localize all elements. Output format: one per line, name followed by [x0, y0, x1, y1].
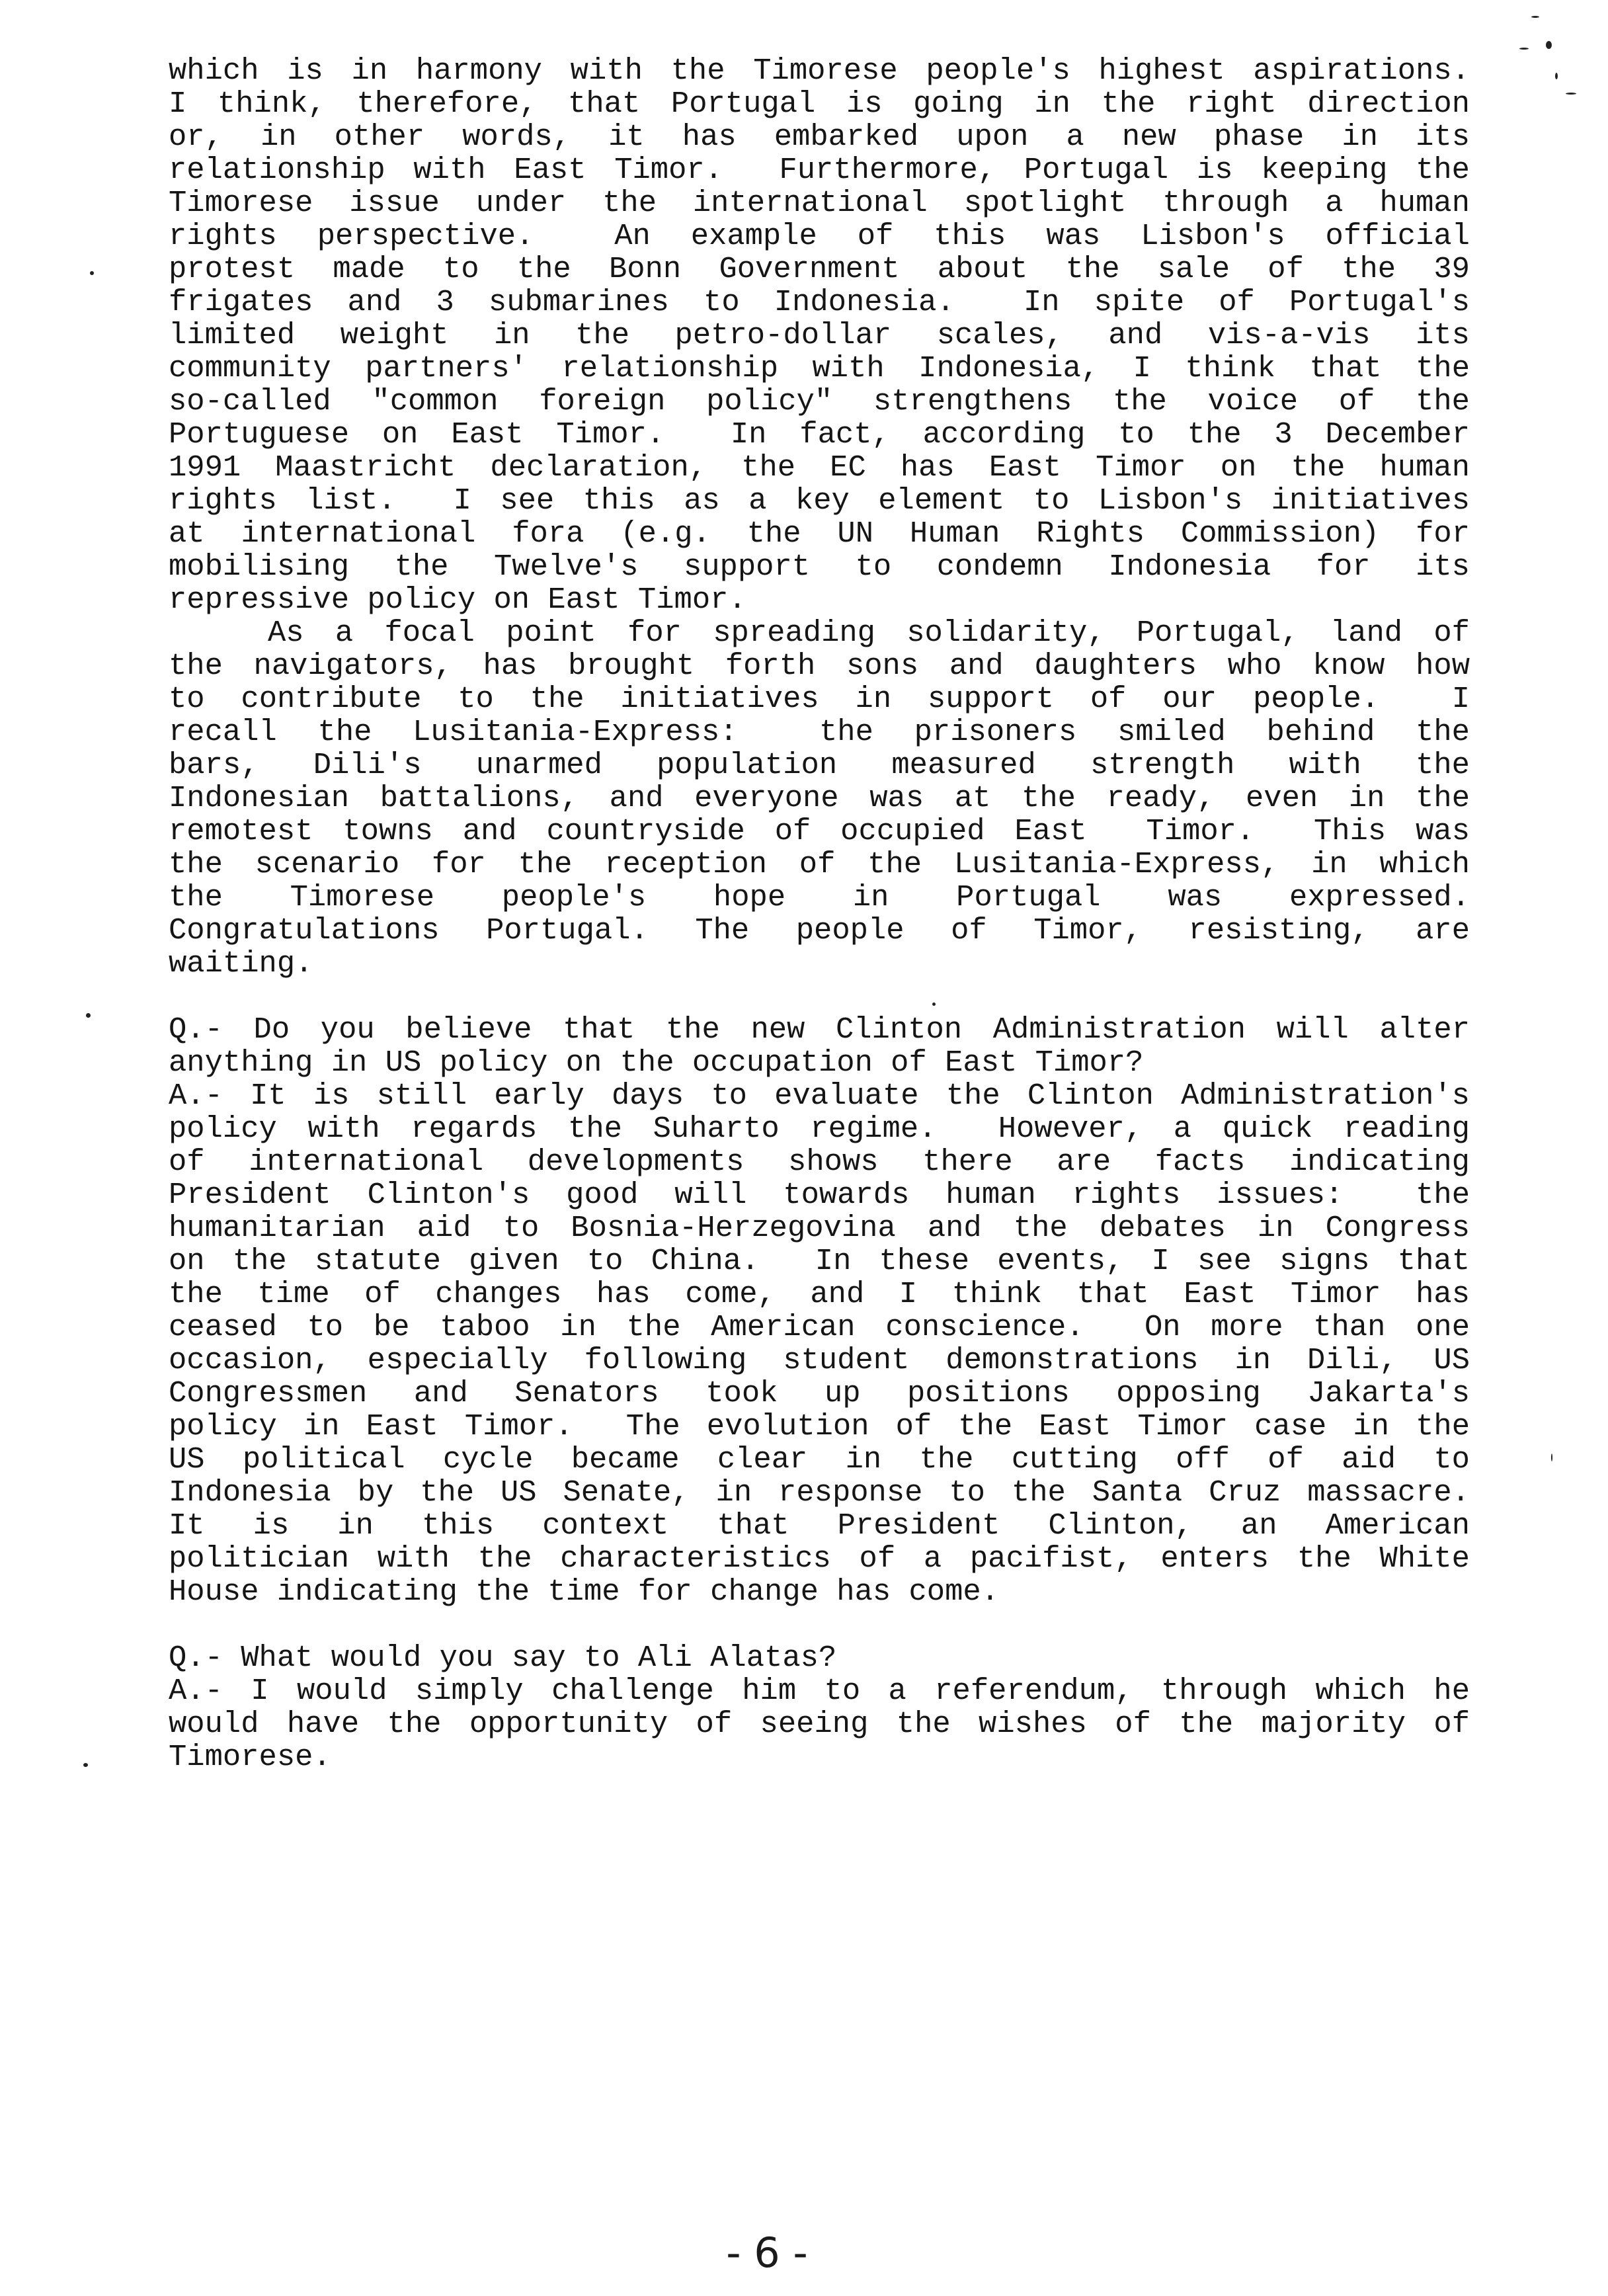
scan-speck [90, 271, 94, 275]
question-line: Q.- Do you believe that the new Clinton Administration will alter [169, 1012, 1470, 1047]
text-line: relationship with East Timor. Furthermore, Portugal is keeping the [169, 153, 1470, 187]
answer-line: US political cycle became clear in the cutting off of aid to [169, 1442, 1470, 1477]
text-line: to contribute to the initiatives in support of our people. I [169, 682, 1470, 716]
scan-speck [1519, 48, 1529, 50]
paragraph-2 [169, 616, 1470, 980]
scan-speck [1555, 73, 1558, 79]
text-line: which is in harmony with the Timorese people's highest aspirations. [169, 54, 1470, 88]
answer-line: Timorese. [169, 1740, 331, 1774]
text-line: the Timorese people's hope in Portugal was expressed. [169, 880, 1470, 915]
text-line: As a focal point for spreading solidarity, Portugal, land of [268, 616, 1470, 650]
scan-speck [932, 1003, 936, 1006]
text-line: the scenario for the reception of the Lusitania-Express, in which [169, 847, 1470, 882]
answer-line: politician with the characteristics of a pacifist, enters the White [169, 1541, 1470, 1576]
answer-line: Indonesia by the US Senate, in response to the Santa Cruz massacre. [169, 1475, 1470, 1510]
answer-line: policy in East Timor. The evolution of the East Timor case in the [169, 1409, 1470, 1444]
text-line: 1991 Maastricht declaration, the EC has East Timor on the human [169, 450, 1470, 485]
text-column [169, 54, 1470, 1774]
text-line: rights perspective. An example of this was Lisbon's official [169, 219, 1470, 253]
question-answer-1 [169, 1013, 1470, 1608]
scan-speck [86, 1013, 91, 1018]
text-line: Indonesian battalions, and everyone was at the ready, even in the [169, 781, 1470, 815]
answer-line: occasion, especially following student demonstrations in Dili, US [169, 1343, 1470, 1377]
text-line: I think, therefore, that Portugal is going in the right direction [169, 87, 1470, 121]
paragraph-gap [169, 980, 1470, 1013]
text-line: protest made to the Bonn Government about the sale of the 39 [169, 252, 1470, 286]
answer-line: Congressmen and Senators took up positions opposing Jakarta's [169, 1376, 1470, 1411]
text-line: community partners' relationship with Indonesia, I think that the [169, 351, 1470, 386]
text-line: Timorese issue under the international spotlight through a human [169, 186, 1470, 220]
answer-line: humanitarian aid to Bosnia-Herzegovina and the debates in Congress [169, 1211, 1470, 1245]
answer-line: policy with regards the Suharto regime. However, a quick reading [169, 1112, 1470, 1146]
text-line: Congratulations Portugal. The people of Timor, resisting, are [169, 913, 1470, 948]
answer-line: on the statute given to China. In these events, I see signs that [169, 1244, 1470, 1278]
text-line: remotest towns and countryside of occupied East Timor. This was [169, 814, 1470, 848]
text-line: repressive policy on East Timor. [169, 583, 746, 617]
answer-line: A.- I would simply challenge him to a referendum, through which he [169, 1674, 1470, 1708]
answer-line: President Clinton's good will towards human rights issues: the [169, 1178, 1470, 1212]
page-number: - 6 - [726, 2229, 808, 2277]
paragraph-gap [169, 1608, 1470, 1641]
text-line: waiting. [169, 946, 313, 981]
question-answer-2 [169, 1641, 1470, 1774]
text-line: the navigators, has brought forth sons and daughters who know how [169, 649, 1470, 683]
scan-speck [1546, 41, 1552, 49]
text-line: at international fora (e.g. the UN Human Rights Commission) for [169, 516, 1470, 551]
answer-line: It is in this context that President Clinton, an American [169, 1508, 1470, 1543]
text-line: frigates and 3 submarines to Indonesia. In spite of Portugal's [169, 285, 1470, 319]
scan-speck [83, 1763, 88, 1767]
answer-line: ceased to be taboo in the American conscience. On more than one [169, 1310, 1470, 1344]
text-line: mobilising the Twelve's support to condemn Indonesia for its [169, 550, 1470, 584]
answer-line: the time of changes has come, and I think that East Timor has [169, 1277, 1470, 1311]
answer-line: A.- It is still early days to evaluate the Clinton Administration's [169, 1079, 1470, 1113]
text-line: Portuguese on East Timor. In fact, according to the 3 December [169, 417, 1470, 452]
text-line: recall the Lusitania-Express: the prisoners smiled behind the [169, 715, 1470, 749]
scan-speck [1531, 16, 1539, 18]
text-line: bars, Dili's unarmed population measured strength with the [169, 748, 1470, 782]
answer-line: of international developments shows there are facts indicating [169, 1145, 1470, 1179]
question-line: anything in US policy on the occupation of East Timor? [169, 1046, 1144, 1080]
scan-speck [1551, 1454, 1552, 1461]
text-line: so-called "common foreign policy" strengthens the voice of the [169, 384, 1470, 419]
text-line: rights list. I see this as a key element to Lisbon's initiatives [169, 483, 1470, 518]
text-line: limited weight in the petro-dollar scales, and vis-a-vis its [169, 318, 1470, 352]
answer-line: would have the opportunity of seeing the wishes of the majority of [169, 1707, 1470, 1741]
scan-speck [1566, 93, 1576, 95]
question-line: Q.- What would you say to Ali Alatas? [169, 1641, 837, 1675]
paragraph-1 [169, 54, 1470, 616]
text-line: or, in other words, it has embarked upon a new phase in its [169, 120, 1470, 154]
answer-line: House indicating the time for change has come. [169, 1575, 1000, 1609]
